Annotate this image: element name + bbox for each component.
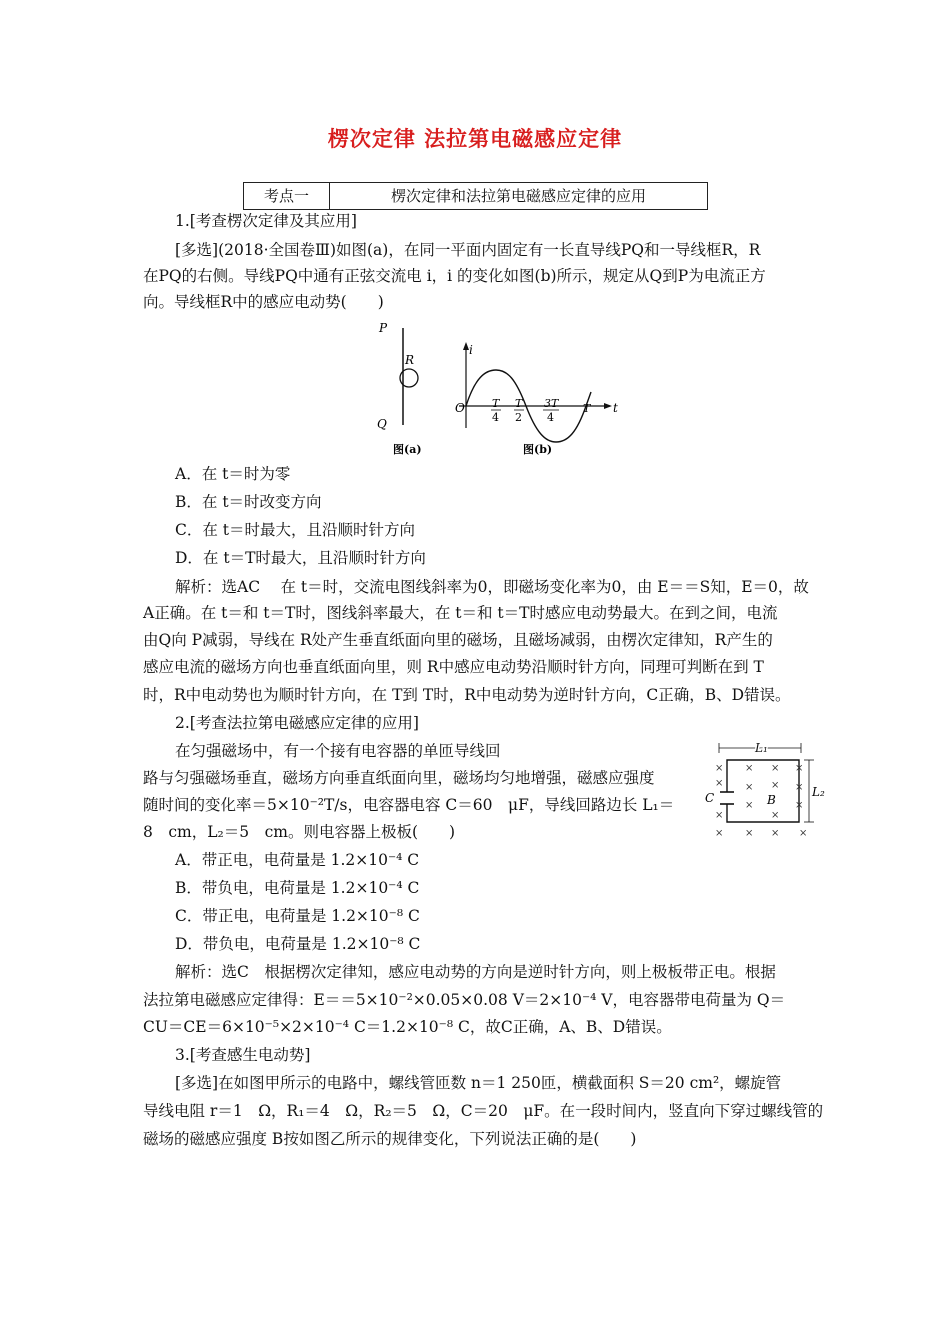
label-o: O bbox=[455, 401, 465, 415]
field-cross: × bbox=[715, 763, 724, 774]
q1-analysis-line: 感应电流的磁场方向也垂直纸面向里，则 R中感应电动势沿顺时针方向，同理可判断在到 T bbox=[143, 658, 764, 676]
label-l2: L₂ bbox=[812, 785, 825, 799]
q2-option-a: A．带正电，电荷量是 1.2×10⁻⁴ C bbox=[175, 851, 420, 869]
q1-stem-line: [多选](2018·全国卷Ⅲ)如图(a)，在同一平面内固定有一长直导线PQ和一导线框R，R bbox=[175, 241, 761, 259]
q1-option-b: B．在 t＝时改变方向 bbox=[175, 493, 322, 511]
q2-stem-line: 随时间的变化率＝5×10⁻²T/s，电容器电容 C＝60 μF，导线回路边长 L₁＝ bbox=[143, 796, 675, 814]
field-cross: × bbox=[795, 782, 804, 793]
q1-analysis-line: 解析：选AC 在 t＝时，交流电图线斜率为0，即磁场变化率为0，由 E＝＝S知，E＝0，故 bbox=[175, 578, 809, 596]
field-cross: × bbox=[745, 763, 754, 774]
q1-stem-line: 向。导线框R中的感应电动势( ) bbox=[143, 293, 384, 311]
q2-analysis-line: 解析：选C 根据楞次定律知，感应电动势的方向是逆时针方向，则上极板带正电。根据 bbox=[175, 963, 776, 981]
axis-t-arrow bbox=[604, 403, 612, 409]
q3-tag: 3.[考查感生电动势] bbox=[175, 1046, 311, 1064]
q2-stem-line: 8 cm，L₂＝5 cm。则电容器上极板( ) bbox=[143, 823, 456, 841]
field-cross: × bbox=[715, 778, 724, 789]
q2-stem-line: 在匀强磁场中，有一个接有电容器的单匝导线回 bbox=[175, 742, 501, 760]
label-p: P bbox=[379, 321, 388, 335]
q1-option-c: C．在 t＝时最大，且沿顺时针方向 bbox=[175, 521, 416, 539]
q1-analysis-line: A正确。在 t＝和 t＝T时，图线斜率最大，在 t＝和 t＝T时感应电动势最大。在到之间，电流 bbox=[143, 604, 778, 622]
tick-t2-den: 2 bbox=[515, 411, 522, 424]
q1-figure bbox=[365, 320, 625, 460]
field-cross: × bbox=[745, 782, 754, 793]
q2-analysis-line: CU＝CE＝6×10⁻⁵×2×10⁻⁴ C＝1.2×10⁻⁸ C，故C正确，A、B、D错误。 bbox=[143, 1018, 672, 1036]
field-cross: × bbox=[771, 780, 780, 791]
label-r: R bbox=[405, 353, 415, 367]
tick-t4-den: 4 bbox=[492, 411, 499, 424]
field-crosses bbox=[715, 763, 807, 839]
tick-t2-num: T bbox=[515, 397, 523, 410]
q2-option-c: C．带正电，电荷量是 1.2×10⁻⁸ C bbox=[175, 907, 420, 925]
page-title: 楞次定律 法拉第电磁感应定律 bbox=[327, 126, 623, 151]
q1-analysis-line: 由Q向 P减弱，导线在 R处产生垂直纸面向里的磁场，且磁场减弱，由楞次定律知，R产生的 bbox=[143, 631, 773, 649]
tick-t34-num: 3T bbox=[544, 397, 559, 410]
caption-a: 图(a) bbox=[393, 443, 422, 456]
field-cross: × bbox=[771, 810, 780, 821]
q1-analysis-line: 时，R中电动势也为顺时针方向，在 T到 T时，R中电动势为逆时针方向，C正确，B、D错误。 bbox=[143, 686, 791, 704]
q2-figure bbox=[705, 738, 840, 843]
field-cross: × bbox=[799, 828, 808, 839]
topic-name: 楞次定律和法拉第电磁感应定律的应用 bbox=[390, 187, 646, 205]
label-i: i bbox=[469, 343, 473, 357]
field-cross: × bbox=[795, 763, 804, 774]
q3-stem-line: 导线电阻 r＝1 Ω，R₁＝4 Ω，R₂＝5 Ω，C＝20 μF。在一段时间内，竖直向下穿过螺线管的 bbox=[143, 1102, 824, 1120]
field-cross: × bbox=[715, 810, 724, 821]
label-t: t bbox=[613, 401, 618, 415]
tick-t34-den: 4 bbox=[547, 411, 554, 424]
label-c: C bbox=[705, 791, 715, 805]
field-cross: × bbox=[715, 828, 724, 839]
topic-label: 考点一 bbox=[244, 183, 330, 209]
q3-stem-line: [多选]在如图甲所示的电路中，螺线管匝数 n＝1 250匝，横截面积 S＝20 cm²，螺旋管 bbox=[175, 1074, 782, 1092]
q3-stem-line: 磁场的磁感应强度 B按如图乙所示的规律变化，下列说法正确的是( ) bbox=[143, 1130, 637, 1148]
tick-t: T bbox=[583, 402, 591, 415]
label-l1: L₁ bbox=[755, 741, 768, 755]
q2-stem-line: 路与匀强磁场垂直，磁场方向垂直纸面向里，磁场均匀地增强，磁感应强度 bbox=[143, 769, 655, 787]
label-b: B bbox=[767, 793, 776, 807]
topic-header-box bbox=[243, 182, 708, 210]
field-cross: × bbox=[771, 763, 780, 774]
q1-option-a: A．在 t＝时为零 bbox=[175, 465, 291, 483]
field-cross: × bbox=[795, 800, 804, 811]
field-cross: × bbox=[745, 800, 754, 811]
tick-t4-num: T bbox=[492, 397, 500, 410]
label-q: Q bbox=[377, 417, 387, 431]
q2-analysis-line: 法拉第电磁感应定律得：E＝＝5×10⁻²×0.05×0.08 V＝2×10⁻⁴ V，电容器带电荷量为 Q＝ bbox=[143, 991, 786, 1009]
q2-tag: 2.[考查法拉第电磁感应定律的应用] bbox=[175, 714, 419, 732]
q1-stem-line: 在PQ的右侧。导线PQ中通有正弦交流电 i，i 的变化如图(b)所示，规定从Q到P为电流正方 bbox=[143, 267, 766, 285]
q1-option-d: D．在 t＝T时最大，且沿顺时针方向 bbox=[175, 549, 426, 567]
q1-tag: 1.[考查楞次定律及其应用] bbox=[175, 212, 357, 230]
circuit-loop bbox=[727, 760, 799, 822]
field-cross: × bbox=[745, 828, 754, 839]
q2-option-b: B．带负电，电荷量是 1.2×10⁻⁴ C bbox=[175, 879, 420, 897]
field-cross: × bbox=[771, 828, 780, 839]
caption-b: 图(b) bbox=[523, 443, 553, 456]
q2-option-d: D．带负电，电荷量是 1.2×10⁻⁸ C bbox=[175, 935, 421, 953]
